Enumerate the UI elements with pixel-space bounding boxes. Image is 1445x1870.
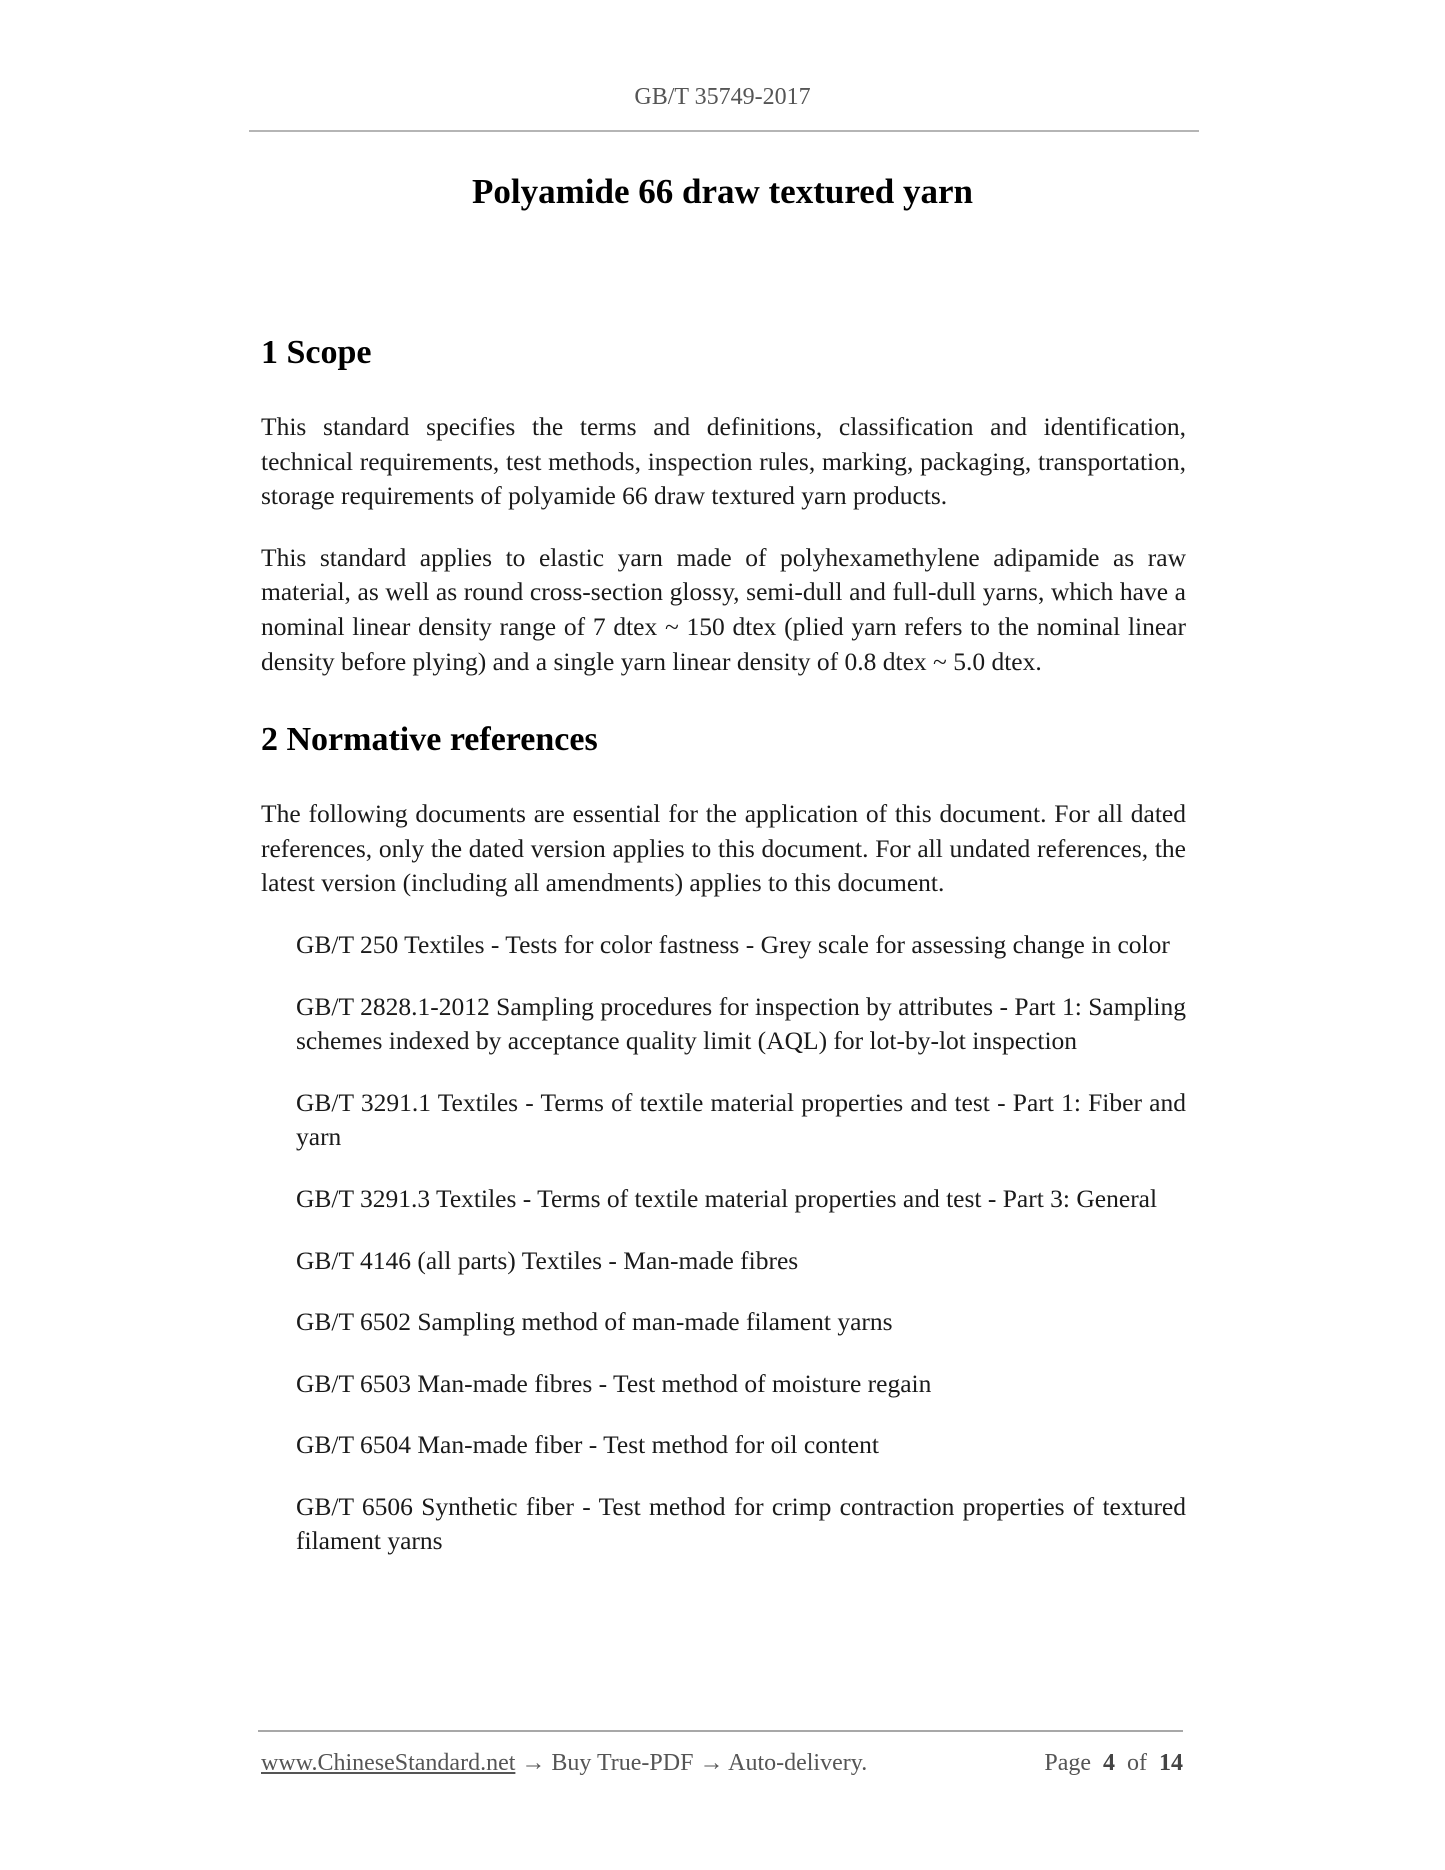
reference-item: GB/T 2828.1-2012 Sampling procedures for inspection by attributes - Part 1: Sampling schemes indexed by acceptance quality limit (AQL) for lot-by-lot inspection — [296, 991, 1186, 1056]
document-id-header: GB/T 35749-2017 — [634, 84, 811, 110]
reference-list — [261, 928, 1186, 1559]
page-indicator: Page 4 of 14 — [1044, 1750, 1183, 1776]
document-title: Polyamide 66 draw textured yarn — [472, 172, 973, 211]
paragraph: The following documents are essential for the application of this document. For all dated references, only the dated version applies to this document. For all undated references, the latest version (including all amendments) applies to this document. — [261, 799, 1186, 898]
reference-item: GB/T 4146 (all parts) Textiles - Man-made fibres — [296, 1245, 799, 1275]
paragraph: This standard applies to elastic yarn made of polyhexamethylene adipamide as raw material, as well as round cross-section glossy, semi-dull and full-dull yarns, which have a nominal linear density range of 7 dtex ~ 150 dtex (plied yarn refers to the nominal linear density before plying) and a single yarn linear density of 0.8 dtex ~ 5.0 dtex. — [261, 542, 1186, 676]
header-divider — [249, 130, 1199, 132]
footer-divider — [258, 1730, 1183, 1732]
total-pages: 14 — [1159, 1750, 1183, 1776]
footer-promo-text: → Buy True-PDF → Auto-delivery. — [515, 1750, 868, 1776]
section-heading-scope: 1 Scope — [261, 334, 372, 371]
footer-promo — [261, 1750, 867, 1777]
document-body — [261, 332, 1186, 1559]
footer — [261, 1750, 1183, 1777]
paragraph: This standard specifies the terms and definitions, classification and identification, technical requirements, test methods, inspection rules, marking, packaging, transportation, storage requirements of polyamide 66 draw textured yarn products. — [261, 412, 1186, 511]
reference-item: GB/T 6504 Man-made fiber - Test method for oil content — [296, 1430, 879, 1460]
current-page: 4 — [1103, 1750, 1115, 1776]
reference-item: GB/T 3291.1 Textiles - Terms of textile material properties and test - Part 1: Fiber and yarn — [296, 1087, 1186, 1152]
reference-item: GB/T 6506 Synthetic fiber - Test method for crimp contraction properties of textured filament yarns — [296, 1491, 1186, 1556]
reference-item: GB/T 3291.3 Textiles - Terms of textile material properties and test - Part 3: General — [296, 1183, 1158, 1213]
reference-item: GB/T 250 Textiles - Tests for color fastness - Grey scale for assessing change in color — [296, 929, 1170, 959]
reference-item: GB/T 6502 Sampling method of man-made filament yarns — [296, 1307, 893, 1337]
website-link[interactable]: www.ChineseStandard.net — [261, 1750, 516, 1776]
section-heading-normative-references: 2 Normative references — [261, 721, 598, 759]
reference-item: GB/T 6503 Man-made fibres - Test method of moisture regain — [296, 1368, 932, 1398]
